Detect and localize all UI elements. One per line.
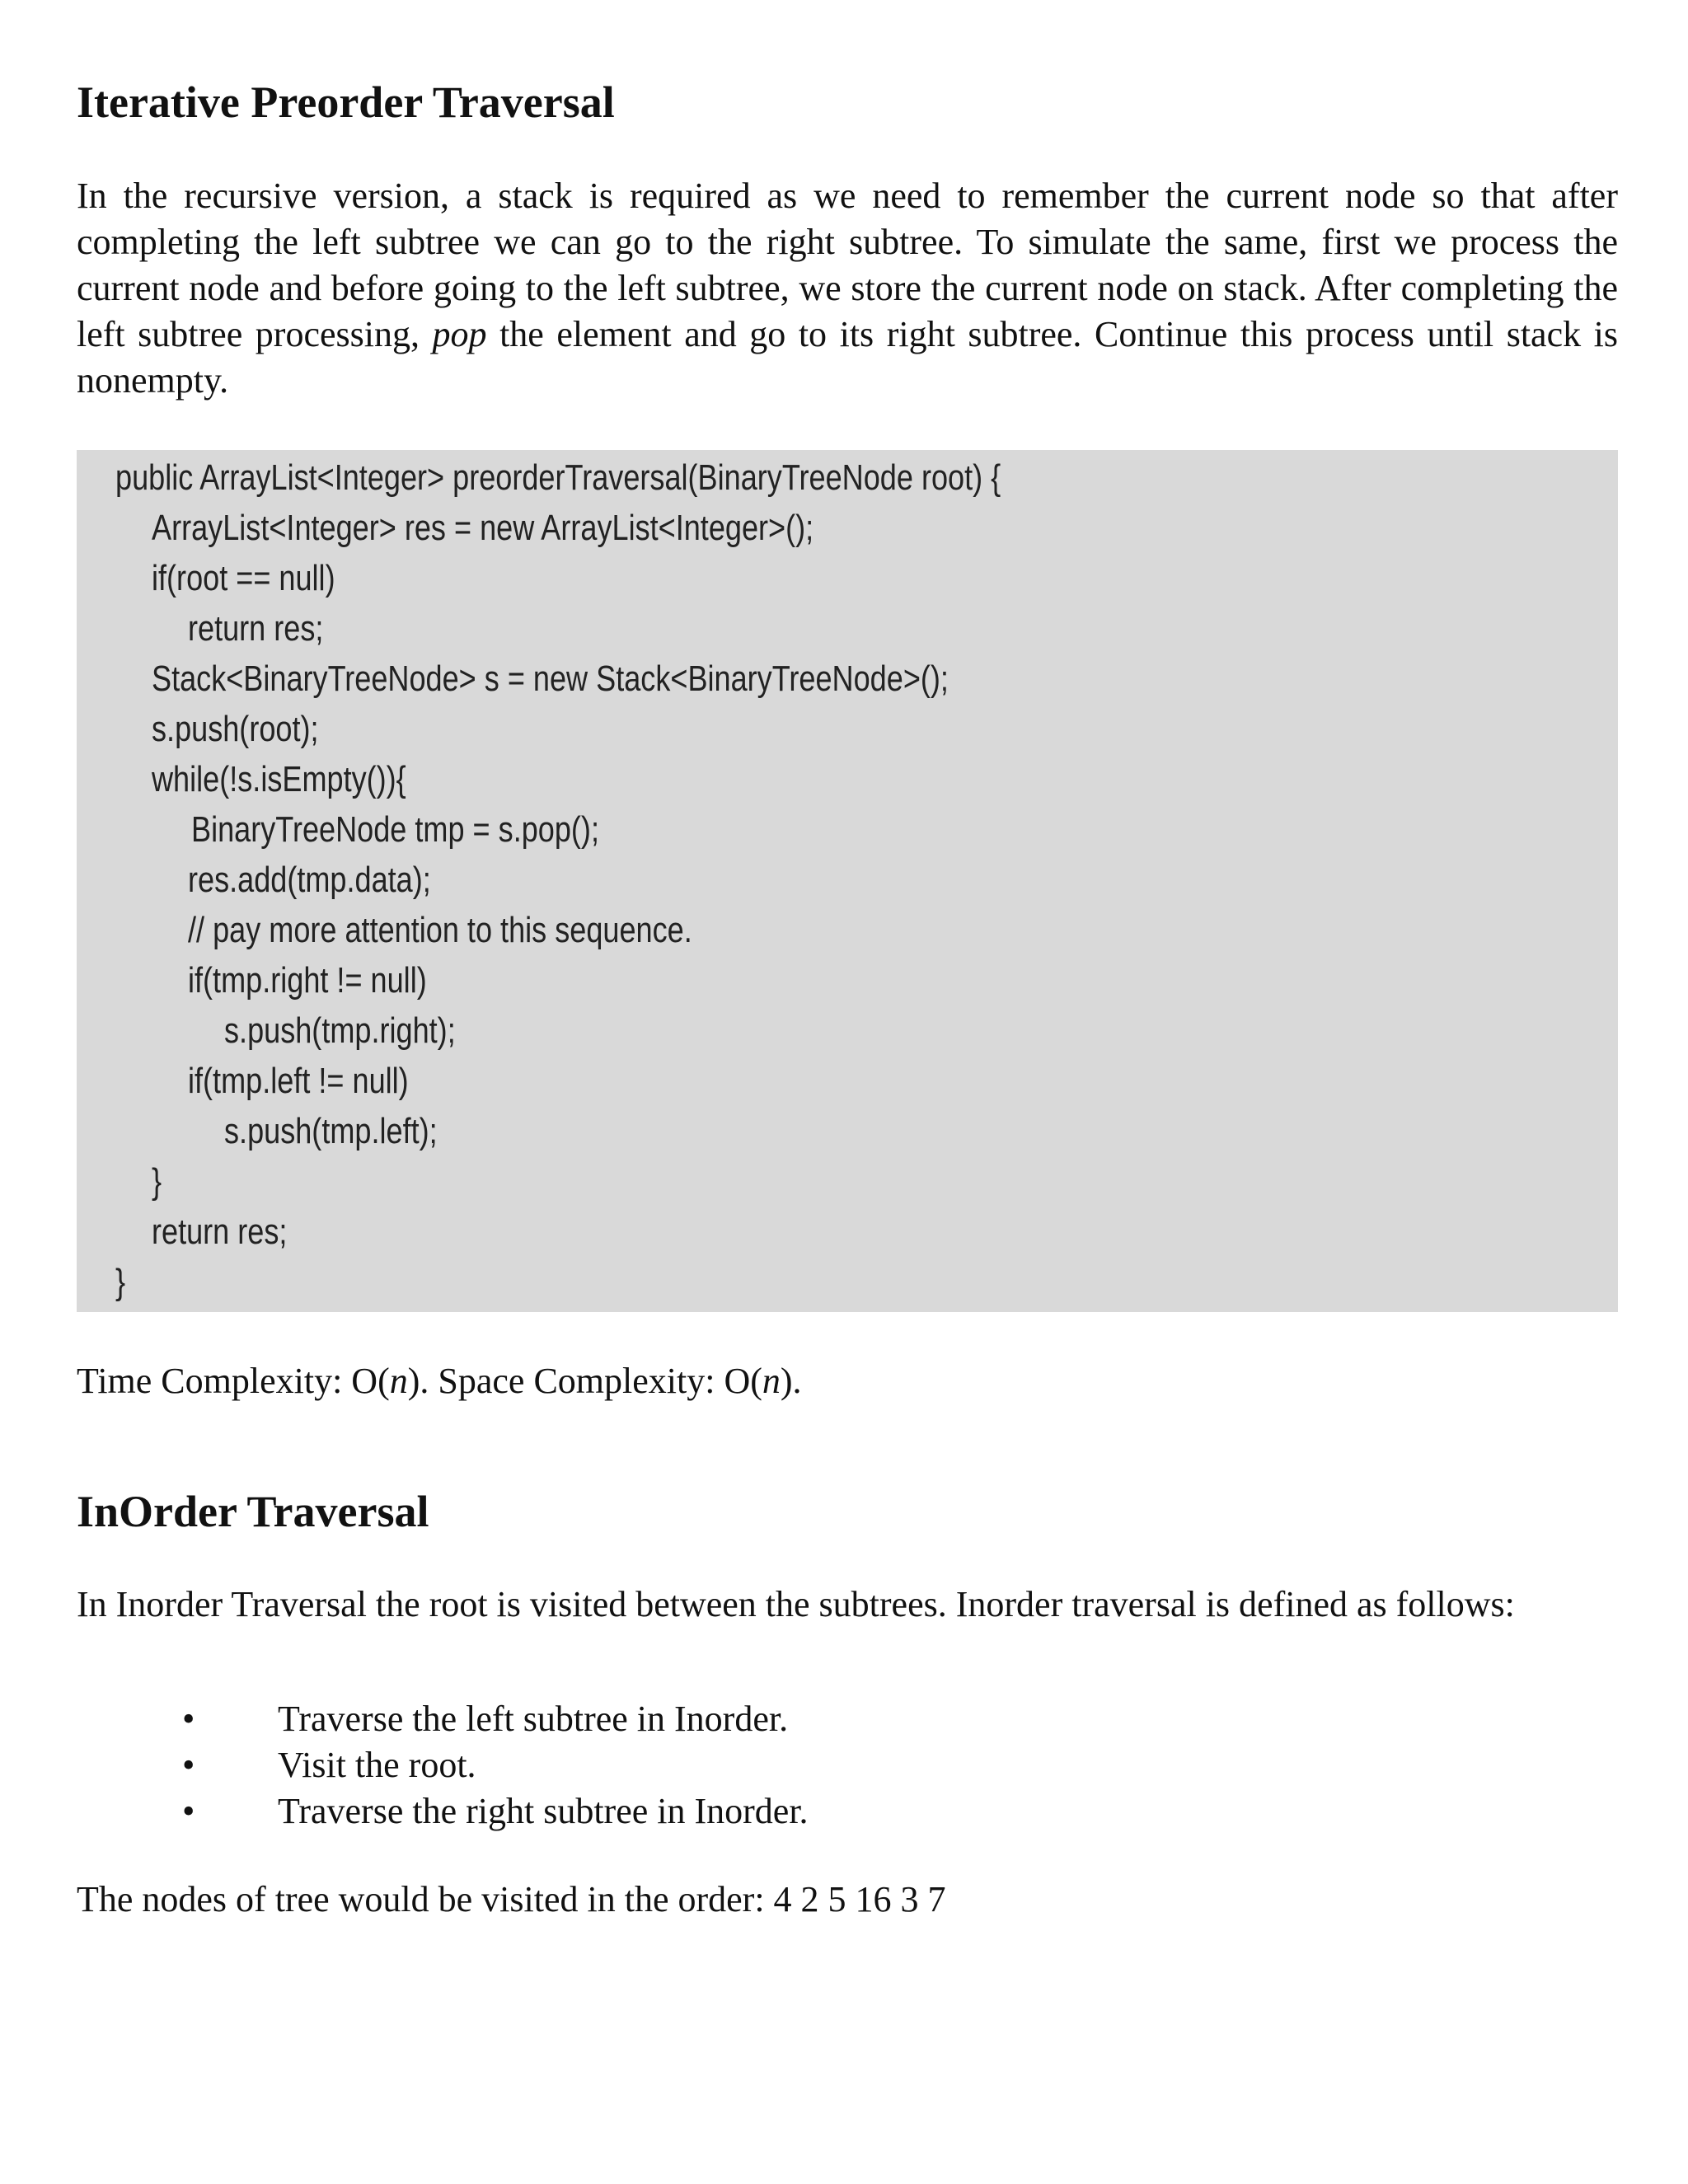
code-line: public ArrayList<Integer> preorderTraversal(BinaryTreeNode root) { xyxy=(115,457,1001,498)
code-line: res.add(tmp.data); xyxy=(188,860,431,900)
inorder-paragraph: In Inorder Traversal the root is visited between the subtrees. Inorder traversal is defined as follows: xyxy=(77,1584,1515,1624)
complexity-n: n xyxy=(762,1361,781,1401)
list-item-text: Visit the root. xyxy=(278,1745,476,1785)
complexity-text: ). xyxy=(780,1361,802,1401)
code-line: // pay more attention to this sequence. xyxy=(188,910,692,950)
code-line: ArrayList<Integer> res = new ArrayList<Integer>(); xyxy=(152,508,814,548)
complexity-text: Time Complexity: O( xyxy=(77,1361,390,1401)
code-line: while(!s.isEmpty()){ xyxy=(152,759,406,799)
bullet-icon: • xyxy=(182,1791,195,1831)
code-line: } xyxy=(152,1161,162,1202)
code-line: BinaryTreeNode tmp = s.pop(); xyxy=(191,809,599,850)
list-item-text: Traverse the left subtree in Inorder. xyxy=(278,1699,789,1739)
code-line: if(tmp.right != null) xyxy=(188,960,427,1001)
inorder-steps-list xyxy=(77,1696,1618,1835)
code-line: return res; xyxy=(152,1212,288,1252)
preorder-heading: Iterative Preorder Traversal xyxy=(77,77,615,127)
bullet-icon: • xyxy=(182,1745,195,1785)
bullet-icon: • xyxy=(182,1699,195,1739)
code-line: s.push(root); xyxy=(152,709,319,749)
code-line: if(root == null) xyxy=(152,558,335,598)
list-item xyxy=(77,1742,1618,1788)
code-line: s.push(tmp.right); xyxy=(224,1010,456,1051)
complexity-text: ). Space Complexity: O( xyxy=(407,1361,762,1401)
code-line: } xyxy=(115,1262,126,1302)
complexity-n: n xyxy=(389,1361,408,1401)
code-line: return res; xyxy=(188,608,324,649)
inorder-heading: InOrder Traversal xyxy=(77,1487,429,1536)
list-item-text: Traverse the right subtree in Inorder. xyxy=(278,1791,809,1831)
list-item xyxy=(77,1788,1618,1835)
list-item xyxy=(77,1696,1618,1742)
code-line: Stack<BinaryTreeNode> s = new Stack<BinaryTreeNode>(); xyxy=(152,658,949,699)
code-block xyxy=(77,450,1618,1312)
preorder-paragraph-text-2: the element and go to its right subtree. Continue this process until stack is nonempty. xyxy=(77,314,1618,401)
preorder-paragraph xyxy=(77,173,1618,404)
visit-order-line: The nodes of tree would be visited in the order: 4 2 5 16 3 7 xyxy=(77,1879,946,1919)
complexity-line xyxy=(77,1358,802,1404)
pop-keyword: pop xyxy=(432,314,487,354)
code-line: s.push(tmp.left); xyxy=(224,1111,438,1151)
preorder-paragraph-text-1: In the recursive version, a stack is required as we need to remember the current node so that after completing the left subtree we can go to the right subtree. To simulate the same, first we process the current node and before going to the left subtree, we store the current node on stack. After completing the left subtree processing, xyxy=(77,176,1618,354)
code-line: if(tmp.left != null) xyxy=(188,1061,409,1101)
